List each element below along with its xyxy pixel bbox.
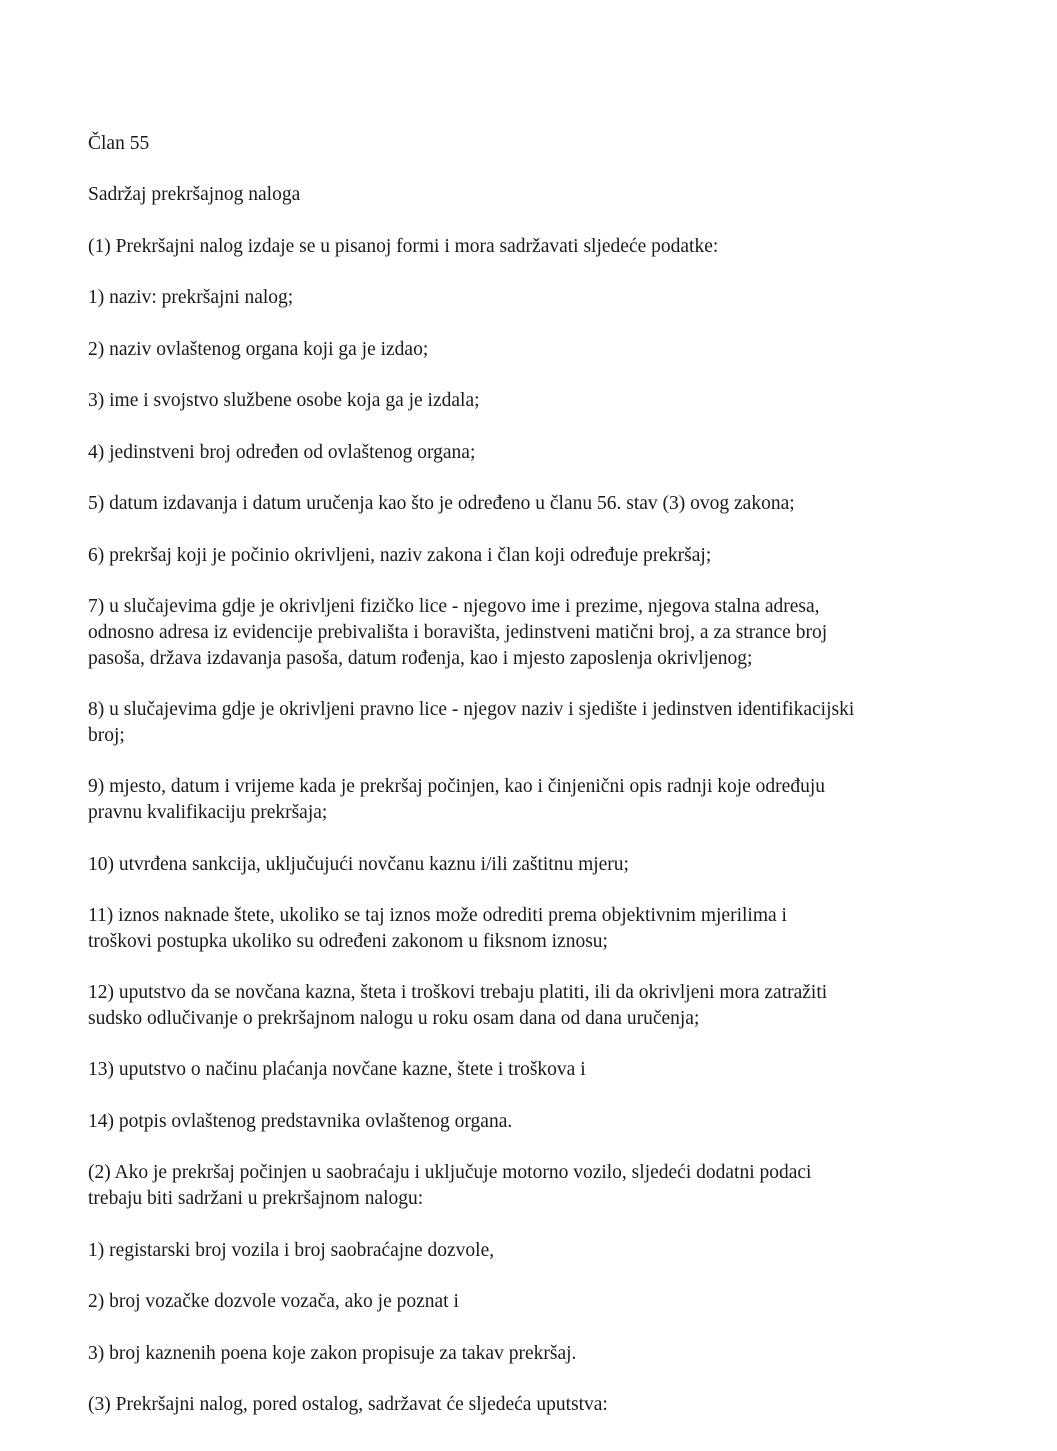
paragraph (88, 852, 854, 878)
paragraph-line: 3) ime i svojstvo službene osobe koja ga je izdala; (88, 390, 480, 412)
paragraph (88, 980, 854, 1031)
paragraph-line: pravnu kvalifikaciju prekršaja; (88, 802, 328, 824)
paragraph-line: (1) Prekršajni nalog izdaje se u pisanoj formi i mora sadržavati sljedeće podatke: (88, 235, 719, 257)
paragraph (88, 697, 854, 748)
paragraph (88, 1238, 854, 1264)
paragraph-line: (2) Ako je prekršaj počinjen u saobraćaju i uključuje motorno vozilo, sljedeći dodatni podaci (88, 1162, 812, 1184)
paragraph (88, 440, 854, 466)
paragraph (88, 1160, 854, 1211)
paragraph-line: 1) registarski broj vozila i broj saobraćajne dozvole, (88, 1239, 495, 1261)
paragraph (88, 388, 854, 414)
paragraph (88, 285, 854, 311)
paragraph (88, 234, 854, 260)
paragraph (88, 1057, 854, 1083)
paragraph-line: 2) broj vozačke dozvole vozača, ako je poznat i (88, 1291, 459, 1313)
paragraph-line: 3) broj kaznenih poena koje zakon propisuje za takav prekršaj. (88, 1342, 577, 1364)
paragraph (88, 903, 854, 954)
paragraph (88, 774, 854, 825)
paragraph-line: 1) naziv: prekršajni nalog; (88, 287, 294, 309)
paragraph-line: 8) u slučajevima gdje je okrivljeni pravno lice - njegov naziv i sjedište i jedinstven identifikacijski (88, 699, 855, 721)
paragraph-line: 11) iznos naknade štete, ukoliko se taj iznos može odrediti prema objektivnim mjerilima i (88, 905, 787, 927)
article-body (88, 234, 854, 1418)
paragraph-line: sudsko odlučivanje o prekršajnom nalogu u roku osam dana od dana uručenja; (88, 1007, 700, 1029)
paragraph (88, 491, 854, 517)
paragraph-line: 4) jedinstveni broj određen od ovlaštenog organa; (88, 441, 476, 463)
paragraph (88, 1109, 854, 1135)
paragraph-line: broj; (88, 724, 125, 746)
paragraph-line: 6) prekršaj koji je počinio okrivljeni, naziv zakona i član koji određuje prekršaj; (88, 544, 712, 566)
paragraph-line: 12) uputstvo da se novčana kazna, šteta i troškovi trebaju platiti, ili da okrivljeni mora zatražiti (88, 982, 828, 1004)
paragraph-line: odnosno adresa iz evidencije prebivališta i boravišta, jedinstveni matični broj, a za strance broj (88, 622, 828, 644)
document-page (88, 131, 854, 1443)
paragraph-line: 7) u slučajevima gdje je okrivljeni fizičko lice - njegovo ime i prezime, njegova stalna adresa, (88, 596, 820, 618)
article-number (88, 131, 854, 157)
paragraph (88, 337, 854, 363)
paragraph-line: 13) uputstvo o načinu plaćanja novčane kazne, štete i troškova i (88, 1059, 586, 1081)
paragraph (88, 594, 854, 671)
paragraph-line: 9) mjesto, datum i vrijeme kada je prekršaj počinjen, kao i činjenični opis radnji koje određuju (88, 776, 826, 798)
paragraph (88, 1392, 854, 1418)
paragraph-line: pasoša, država izdavanja pasoša, datum rođenja, kao i mjesto zaposlenja okrivljenog; (88, 647, 753, 669)
paragraph-line: 5) datum izdavanja i datum uručenja kao što je određeno u članu 56. stav (3) ovog zakona; (88, 493, 795, 515)
paragraph-line: trebaju biti sadržani u prekršajnom nalogu: (88, 1188, 424, 1210)
article-number-text: Član 55 (88, 133, 150, 154)
paragraph-line: 10) utvrđena sankcija, uključujući novčanu kaznu i/ili zaštitnu mjeru; (88, 853, 629, 875)
article-title-text: Sadržaj prekršajnog naloga (88, 184, 301, 206)
paragraph-line: 14) potpis ovlaštenog predstavnika ovlaštenog organa. (88, 1110, 513, 1132)
paragraph-line: troškovi postupka ukoliko su određeni zakonom u fiksnom iznosu; (88, 930, 608, 952)
paragraph (88, 1289, 854, 1315)
paragraph-line: (3) Prekršajni nalog, pored ostalog, sadržavat će sljedeća uputstva: (88, 1393, 608, 1415)
paragraph (88, 543, 854, 569)
paragraph (88, 1341, 854, 1367)
paragraph-line: 2) naziv ovlaštenog organa koji ga je izdao; (88, 338, 429, 360)
article-title (88, 182, 854, 208)
